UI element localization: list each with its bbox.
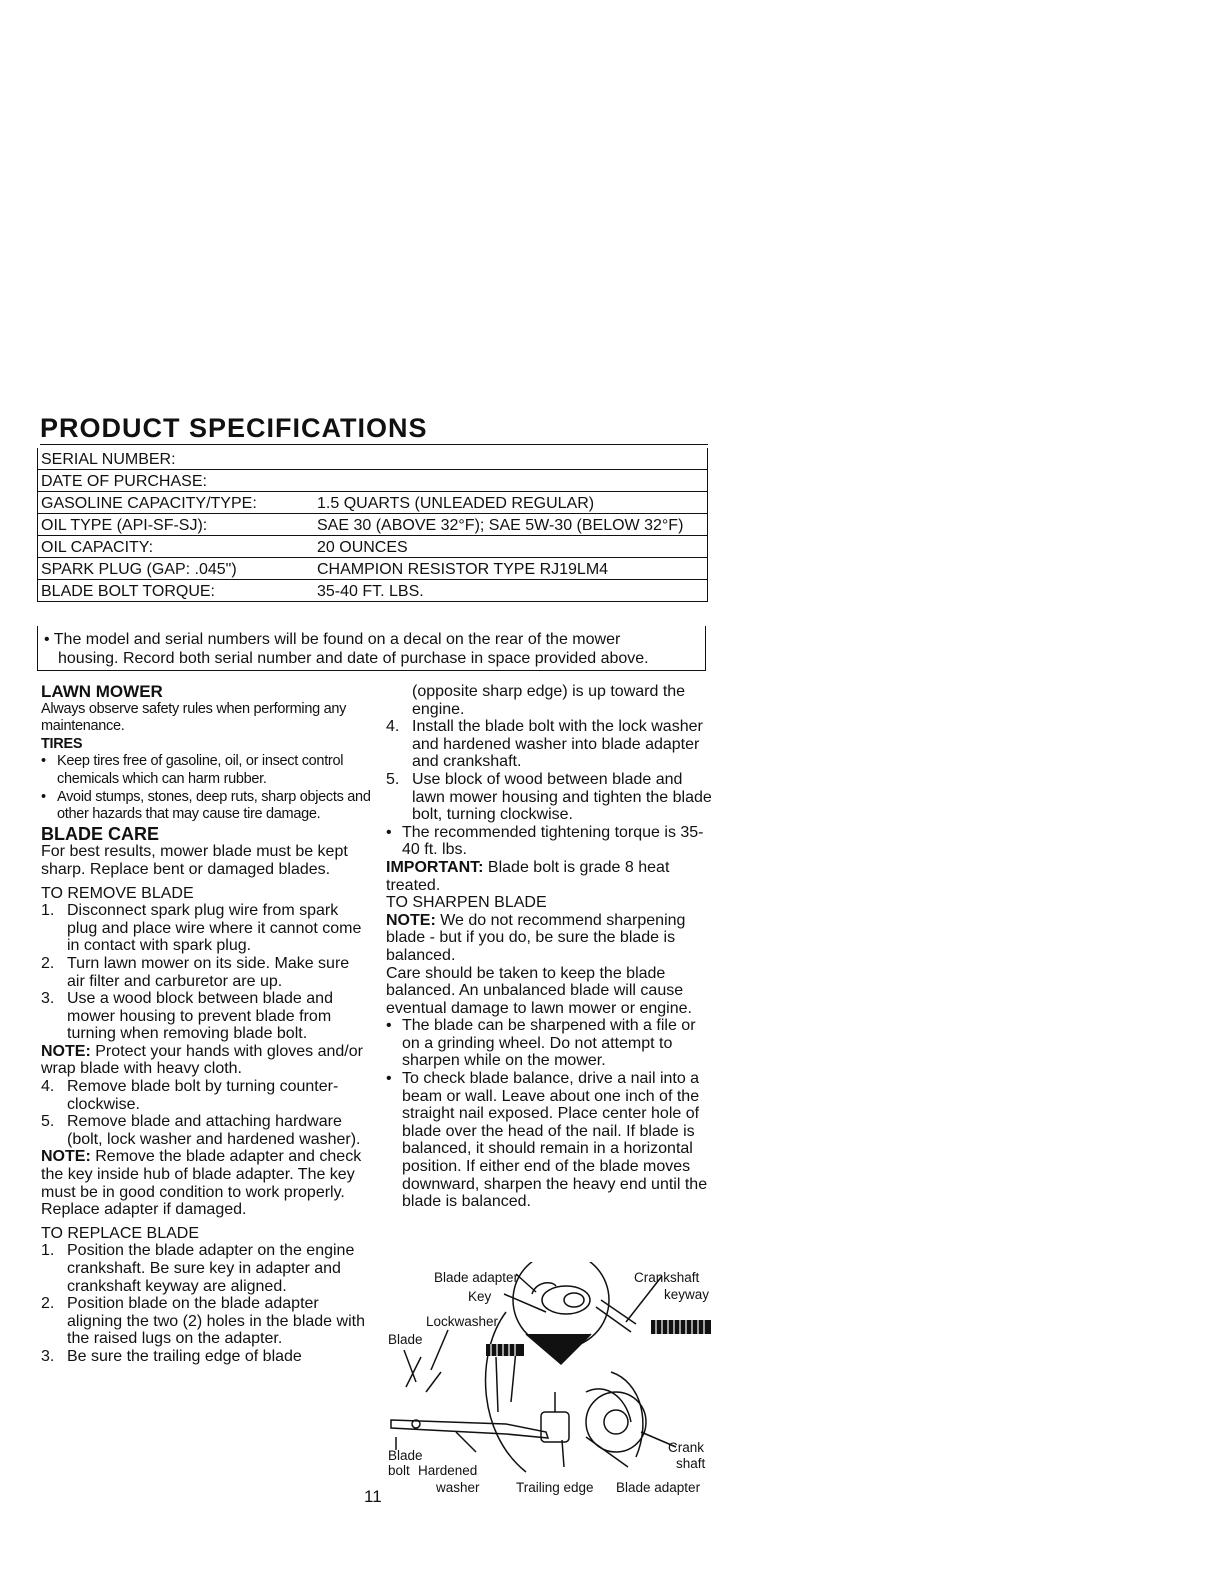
page-number: 11 (364, 1487, 382, 1506)
spec-note-line-2: housing. Record both serial number and date of purchase in space provided above. (58, 650, 649, 667)
tires-heading: TIRES (41, 735, 83, 752)
list-item: • To check blade balance, drive a nail into a beam or wall. Leave about one inch of the straight nail exposed. Place center hole of blade over the head of the nail. If blade is balanced, it should remain in a horizontal position. If either end of the blade moves downward, sharpen the heavy end until the blade is balanced. (386, 1070, 708, 1211)
spec-value: 35-40 FT. LBS. (314, 580, 708, 602)
list-item: 4. Remove blade bolt by turning counter-clockwise. (41, 1078, 339, 1113)
bullet-icon: • (41, 788, 46, 805)
right-column (386, 683, 716, 1211)
lawnmower-intro: Always observe safety rules when performing any maintenance. (41, 700, 347, 735)
list-item: • The blade can be sharpened with a file or on a grinding wheel. Do not attempt to sharpen while on the mower. (386, 1017, 696, 1070)
spec-label: SERIAL NUMBER: (38, 448, 315, 470)
spec-label: DATE OF PURCHASE: (38, 470, 315, 492)
spec-note (37, 626, 706, 671)
label-crank-shaft-1: Crank (668, 1440, 705, 1455)
spec-value: CHAMPION RESISTOR TYPE RJ19LM4 (314, 558, 708, 580)
spec-label: SPARK PLUG (GAP: .045") (38, 558, 315, 580)
list-item: 4. Install the blade bolt with the lock washer and hardened washer into blade adapter and crankshaft. (386, 718, 703, 771)
note-protect-hands: NOTE: Protect your hands with gloves and/or wrap blade with heavy cloth. (41, 1042, 363, 1078)
label-crankshaft-keyway-1: Crankshaft (634, 1270, 700, 1285)
bullet-icon: • (386, 1017, 392, 1035)
title-rule (40, 444, 708, 445)
label-hardened-washer-1: Hardened (418, 1463, 478, 1478)
bullet-icon: • (41, 753, 46, 770)
spec-value (314, 470, 708, 492)
list-item: 5. Remove blade and attaching hardware (bolt, lock washer and hardened washer). (41, 1113, 361, 1148)
note-sharpening: NOTE: We do not recommend sharpening blade - but if you do, be sure the blade is balanced. (386, 911, 686, 964)
remove-blade-heading: TO REMOVE BLADE (41, 884, 194, 902)
label-crankshaft-keyway-2: keyway (664, 1287, 710, 1302)
spec-label: OIL TYPE (API-SF-SJ): (38, 514, 315, 536)
table-row (38, 558, 708, 580)
blade-care-intro: For best results, mower blade must be kept sharp. Replace bent or damaged blades. (41, 843, 348, 878)
sharpen-blade-heading: TO SHARPEN BLADE (386, 894, 547, 912)
list-item: 1. Position the blade adapter on the engine crankshaft. Be sure key in adapter and crankshaft keyway are aligned. (41, 1242, 355, 1295)
list-item: • The recommended tightening torque is 35-40 ft. lbs. (386, 823, 704, 859)
table-row (38, 448, 708, 470)
list-item: 3. Use a wood block between blade and mower housing to prevent blade from turning when removing blade bolt. (41, 990, 333, 1043)
spec-value: 20 OUNCES (314, 536, 708, 558)
spec-label: BLADE BOLT TORQUE: (38, 580, 315, 602)
note-blade-adapter: NOTE: Remove the blade adapter and check the key inside hub of blade adapter. The key must be in good condition to work properly. Replace adapter if damaged. (41, 1148, 362, 1219)
spec-label: OIL CAPACITY: (38, 536, 315, 558)
bullet-icon: • (44, 631, 50, 648)
spec-value (314, 448, 708, 470)
label-hardened-washer-2: washer (436, 1480, 480, 1495)
table-row (38, 580, 708, 602)
lawnmower-heading: LAWN MOWER (41, 682, 163, 701)
table-row (38, 514, 708, 536)
important-note: IMPORTANT: Blade bolt is grade 8 heat treated. (386, 858, 670, 894)
list-item: 3. Be sure the trailing edge of blade (41, 1347, 302, 1365)
spec-value: 1.5 QUARTS (UNLEADED REGULAR) (314, 492, 708, 514)
label-blade-bolt-1: Blade (388, 1448, 423, 1463)
label-trailing-edge: Trailing edge (516, 1480, 594, 1495)
list-item: 2. Position blade on the blade adapter aligning the two (2) holes in the blade with the raised lugs on the adapter. (41, 1295, 365, 1348)
specs-table (37, 448, 708, 602)
page-title: PRODUCT SPECIFICATIONS (40, 413, 428, 443)
label-blade-bolt-2: bolt (388, 1463, 410, 1478)
list-item: 1. Disconnect spark plug wire from spark plug and place wire where it cannot come in contact with spark plug. (41, 902, 362, 955)
continuation-text: (opposite sharp edge) is up toward the engine. (412, 683, 686, 718)
blade-assembly-diagram (386, 1262, 716, 1502)
care-text: Care should be taken to keep the blade balanced. An unbalanced blade will cause eventual damage to lawn mower or engine. (386, 964, 692, 1017)
list-item: 5. Use block of wood between blade and lawn mower housing and tighten the blade bolt, turning clockwise. (386, 770, 712, 824)
label-blade-adapter-bottom: Blade adapter (616, 1480, 701, 1495)
spec-label: GASOLINE CAPACITY/TYPE: (38, 492, 315, 514)
blade-care-heading: BLADE CARE (41, 823, 160, 844)
bullet-icon: • (386, 823, 392, 841)
table-row (38, 470, 708, 492)
list-item: • Avoid stumps, stones, deep ruts, sharp objects and other hazards that may cause tire damage. (41, 788, 371, 823)
label-key: Key (468, 1289, 492, 1304)
label-crank-shaft-2: shaft (676, 1456, 706, 1471)
list-item: 2. Turn lawn mower on its side. Make sure air filter and carburetor are up. (41, 954, 350, 990)
spec-note-line-1: The model and serial numbers will be found on a decal on the rear of the mower (53, 631, 621, 648)
label-blade: Blade (388, 1332, 423, 1347)
label-lockwasher: Lockwasher (426, 1314, 499, 1329)
replace-blade-heading: TO REPLACE BLADE (41, 1224, 199, 1242)
table-row (38, 492, 708, 514)
label-blade-adapter: Blade adapter (434, 1270, 519, 1285)
list-item: • Keep tires free of gasoline, oil, or insect control chemicals which can harm rubber. (41, 753, 344, 787)
spec-value: SAE 30 (ABOVE 32°F); SAE 5W-30 (BELOW 32°F) (314, 514, 708, 536)
left-column (41, 683, 371, 1366)
bullet-icon: • (386, 1070, 392, 1088)
table-row (38, 536, 708, 558)
